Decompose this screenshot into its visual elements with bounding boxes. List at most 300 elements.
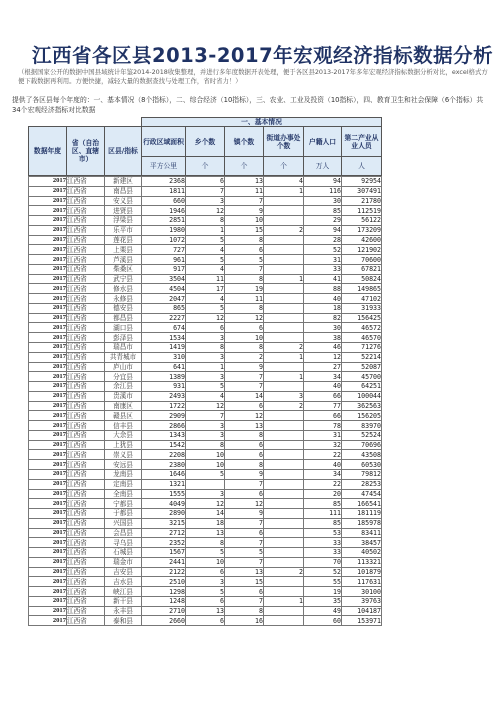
province-cell: 江西省 (67, 294, 105, 304)
population-cell: 33 (304, 264, 342, 274)
secondary-industry-cell: 121902 (342, 245, 382, 255)
table-row (29, 255, 382, 265)
population-cell: 55 (304, 577, 342, 587)
province-cell: 江西省 (67, 284, 105, 294)
townships-cell: 3 (186, 372, 225, 382)
towns-cell: 13 (225, 421, 264, 431)
towns-cell: 7 (225, 382, 264, 392)
year-cell: 2017 (29, 440, 67, 450)
province-cell: 江西省 (67, 469, 105, 479)
subdistricts-cell: 1 (264, 186, 304, 196)
subdistricts-cell: 2 (264, 567, 304, 577)
towns-cell: 7 (225, 557, 264, 567)
secondary-industry-cell: 113321 (342, 557, 382, 567)
column-header-townships: 乡个数 (186, 127, 225, 157)
townships-cell: 4 (186, 391, 225, 401)
population-cell: 46 (304, 343, 342, 353)
townships-cell (186, 479, 225, 489)
province-cell: 江西省 (67, 206, 105, 216)
population-cell: 28 (304, 235, 342, 245)
province-cell: 江西省 (67, 196, 105, 206)
area-cell: 2909 (142, 411, 186, 421)
province-cell: 江西省 (67, 235, 105, 245)
unit-townships: 个 (186, 157, 225, 176)
secondary-industry-cell: 153971 (342, 616, 382, 626)
county-cell: 定南县 (105, 479, 142, 489)
table-row (29, 362, 382, 372)
area-cell: 641 (142, 362, 186, 372)
province-cell: 江西省 (67, 577, 105, 587)
county-cell: 都昌县 (105, 313, 142, 323)
area-cell: 1419 (142, 343, 186, 353)
province-cell: 江西省 (67, 323, 105, 333)
area-cell: 1811 (142, 186, 186, 196)
population-cell: 12 (304, 352, 342, 362)
towns-cell: 7 (225, 518, 264, 528)
subdistricts-cell (264, 548, 304, 558)
townships-cell: 3 (186, 352, 225, 362)
townships-cell: 5 (186, 469, 225, 479)
population-cell: 20 (304, 489, 342, 499)
subdistricts-cell (264, 216, 304, 226)
year-cell: 2017 (29, 460, 67, 470)
secondary-industry-cell: 43508 (342, 450, 382, 460)
secondary-industry-cell: 30100 (342, 587, 382, 597)
table-row (29, 528, 382, 538)
unit-population: 万人 (304, 157, 342, 176)
subdistricts-cell (264, 235, 304, 245)
year-cell: 2017 (29, 489, 67, 499)
townships-cell: 5 (186, 235, 225, 245)
year-cell: 2017 (29, 538, 67, 548)
year-cell: 2017 (29, 421, 67, 431)
towns-cell: 13 (225, 567, 264, 577)
secondary-industry-cell: 156425 (342, 313, 382, 323)
subdistricts-cell: 2 (264, 225, 304, 235)
secondary-industry-cell: 50824 (342, 274, 382, 284)
year-cell: 2017 (29, 499, 67, 509)
column-header-population: 户籍人口 (304, 127, 342, 157)
towns-cell: 19 (225, 284, 264, 294)
townships-cell: 7 (186, 411, 225, 421)
towns-cell: 8 (225, 343, 264, 353)
townships-cell: 8 (186, 538, 225, 548)
secondary-industry-cell: 100044 (342, 391, 382, 401)
county-cell: 修水县 (105, 284, 142, 294)
area-cell: 2890 (142, 509, 186, 519)
unit-subdistricts: 个 (264, 157, 304, 176)
towns-cell: 8 (225, 274, 264, 284)
unit-area: 平方公里 (142, 157, 186, 176)
year-cell: 2017 (29, 528, 67, 538)
townships-cell: 10 (186, 460, 225, 470)
secondary-industry-cell: 31933 (342, 303, 382, 313)
area-cell: 3215 (142, 518, 186, 528)
secondary-industry-cell: 71276 (342, 343, 382, 353)
table-row (29, 284, 382, 294)
population-cell: 85 (304, 499, 342, 509)
population-cell: 53 (304, 528, 342, 538)
province-cell: 江西省 (67, 489, 105, 499)
area-cell: 2851 (142, 216, 186, 226)
townships-cell: 4 (186, 294, 225, 304)
province-cell: 江西省 (67, 557, 105, 567)
towns-cell: 7 (225, 479, 264, 489)
table-row (29, 479, 382, 489)
population-cell: 27 (304, 362, 342, 372)
year-cell: 2017 (29, 557, 67, 567)
population-cell: 60 (304, 616, 342, 626)
townships-cell: 10 (186, 450, 225, 460)
county-cell: 庐山市 (105, 362, 142, 372)
secondary-industry-cell: 117631 (342, 577, 382, 587)
subdistricts-cell (264, 264, 304, 274)
year-cell: 2017 (29, 469, 67, 479)
county-cell: 武宁县 (105, 274, 142, 284)
population-cell: 38 (304, 333, 342, 343)
province-cell: 江西省 (67, 362, 105, 372)
county-cell: 瑞金市 (105, 557, 142, 567)
secondary-industry-cell: 112519 (342, 206, 382, 216)
province-cell: 江西省 (67, 587, 105, 597)
subdistricts-cell (264, 538, 304, 548)
table-row (29, 606, 382, 616)
province-cell: 江西省 (67, 245, 105, 255)
towns-cell: 6 (225, 587, 264, 597)
county-cell: 瑞昌市 (105, 343, 142, 353)
table-row (29, 323, 382, 333)
area-cell: 1389 (142, 372, 186, 382)
secondary-industry-cell: 40502 (342, 548, 382, 558)
county-cell: 于都县 (105, 509, 142, 519)
population-cell: 82 (304, 313, 342, 323)
county-cell: 峡江县 (105, 587, 142, 597)
year-cell: 2017 (29, 382, 67, 392)
subdistricts-cell (264, 430, 304, 440)
towns-cell: 12 (225, 313, 264, 323)
townships-cell: 3 (186, 430, 225, 440)
area-cell: 917 (142, 264, 186, 274)
county-cell: 柴桑区 (105, 264, 142, 274)
towns-cell: 9 (225, 362, 264, 372)
secondary-industry-cell: 92954 (342, 177, 382, 187)
secondary-industry-cell: 104187 (342, 606, 382, 616)
population-cell: 34 (304, 372, 342, 382)
population-cell: 78 (304, 421, 342, 431)
county-cell: 龙南县 (105, 469, 142, 479)
data-table (28, 176, 382, 626)
population-cell: 30 (304, 323, 342, 333)
area-cell: 961 (142, 255, 186, 265)
county-cell: 吉安县 (105, 567, 142, 577)
secondary-industry-cell: 60530 (342, 460, 382, 470)
towns-cell: 9 (225, 509, 264, 519)
secondary-industry-cell: 181119 (342, 509, 382, 519)
province-cell: 江西省 (67, 255, 105, 265)
area-cell: 2493 (142, 391, 186, 401)
secondary-industry-cell: 70600 (342, 255, 382, 265)
subdistricts-cell: 2 (264, 401, 304, 411)
year-cell: 2017 (29, 450, 67, 460)
province-cell: 江西省 (67, 352, 105, 362)
province-cell: 江西省 (67, 216, 105, 226)
county-cell: 浮梁县 (105, 216, 142, 226)
province-cell: 江西省 (67, 313, 105, 323)
towns-cell: 7 (225, 538, 264, 548)
population-cell: 66 (304, 391, 342, 401)
towns-cell: 5 (225, 548, 264, 558)
secondary-industry-cell: 307491 (342, 186, 382, 196)
subdistricts-cell (264, 587, 304, 597)
province-cell: 江西省 (67, 372, 105, 382)
subdistricts-cell (264, 616, 304, 626)
year-cell: 2017 (29, 313, 67, 323)
table-row (29, 177, 382, 187)
year-cell: 2017 (29, 391, 67, 401)
population-cell: 40 (304, 294, 342, 304)
area-cell: 3504 (142, 274, 186, 284)
subdistricts-cell (264, 557, 304, 567)
townships-cell: 12 (186, 499, 225, 509)
secondary-industry-cell: 185978 (342, 518, 382, 528)
year-cell: 2017 (29, 206, 67, 216)
subdistricts-cell (264, 499, 304, 509)
population-cell: 41 (304, 274, 342, 284)
towns-cell: 12 (225, 411, 264, 421)
table-row (29, 401, 382, 411)
year-cell: 2017 (29, 196, 67, 206)
townships-cell: 5 (186, 303, 225, 313)
townships-cell: 6 (186, 616, 225, 626)
subdistricts-cell (264, 479, 304, 489)
year-cell: 2017 (29, 343, 67, 353)
towns-cell: 7 (225, 196, 264, 206)
towns-cell: 6 (225, 323, 264, 333)
population-cell: 49 (304, 606, 342, 616)
population-cell: 40 (304, 382, 342, 392)
population-cell: 88 (304, 284, 342, 294)
townships-cell: 17 (186, 284, 225, 294)
townships-cell: 13 (186, 606, 225, 616)
province-cell: 江西省 (67, 411, 105, 421)
subdistricts-cell: 3 (264, 391, 304, 401)
county-cell: 南昌县 (105, 186, 142, 196)
population-cell: 94 (304, 177, 342, 187)
province-cell: 江西省 (67, 596, 105, 606)
description-text: 提供了各区县每个年度的：一、基本情况（8个指标），二、综合经济（10指标），三、农业、工业及投资（10指标），四、教育卫生和社会保障（6个指标）共34个宏观经济指标对比数据 (12, 96, 484, 114)
table-row (29, 216, 382, 226)
subdistricts-cell (264, 606, 304, 616)
province-cell: 江西省 (67, 391, 105, 401)
year-cell: 2017 (29, 567, 67, 577)
table-row (29, 196, 382, 206)
unit-secondary-industry: 人 (342, 157, 382, 176)
towns-cell: 13 (225, 177, 264, 187)
table-row (29, 274, 382, 284)
province-cell: 江西省 (67, 548, 105, 558)
population-cell: 19 (304, 587, 342, 597)
area-cell: 1248 (142, 596, 186, 606)
townships-cell: 8 (186, 216, 225, 226)
population-cell: 85 (304, 206, 342, 216)
townships-cell: 4 (186, 264, 225, 274)
province-cell: 江西省 (67, 186, 105, 196)
county-cell: 彭泽县 (105, 333, 142, 343)
county-cell: 安义县 (105, 196, 142, 206)
subdistricts-cell (264, 577, 304, 587)
secondary-industry-cell: 47454 (342, 489, 382, 499)
county-cell: 永修县 (105, 294, 142, 304)
year-cell: 2017 (29, 294, 67, 304)
unit-towns: 个 (225, 157, 264, 176)
population-cell: 111 (304, 509, 342, 519)
secondary-industry-cell: 166541 (342, 499, 382, 509)
secondary-industry-cell: 52524 (342, 430, 382, 440)
towns-cell: 6 (225, 489, 264, 499)
population-cell: 66 (304, 411, 342, 421)
table-row (29, 372, 382, 382)
county-column-header: 区县/指标 (105, 127, 142, 176)
towns-cell: 16 (225, 616, 264, 626)
county-cell: 莲花县 (105, 235, 142, 245)
subdistricts-cell (264, 362, 304, 372)
county-cell: 安远县 (105, 460, 142, 470)
table-row (29, 313, 382, 323)
subdistricts-cell (264, 206, 304, 216)
townships-cell: 10 (186, 557, 225, 567)
province-cell: 江西省 (67, 401, 105, 411)
subdistricts-cell (264, 323, 304, 333)
subdistricts-cell (264, 518, 304, 528)
towns-cell: 8 (225, 235, 264, 245)
area-cell: 2510 (142, 577, 186, 587)
secondary-industry-cell: 46570 (342, 333, 382, 343)
county-cell: 南康区 (105, 401, 142, 411)
townships-cell: 6 (186, 596, 225, 606)
year-cell: 2017 (29, 606, 67, 616)
subdistricts-cell (264, 469, 304, 479)
secondary-industry-cell: 21780 (342, 196, 382, 206)
towns-cell: 11 (225, 186, 264, 196)
towns-cell: 8 (225, 460, 264, 470)
table-row (29, 430, 382, 440)
subdistricts-cell (264, 411, 304, 421)
table-row (29, 577, 382, 587)
year-cell: 2017 (29, 216, 67, 226)
towns-cell: 15 (225, 225, 264, 235)
subdistricts-cell: 1 (264, 274, 304, 284)
area-cell: 1646 (142, 469, 186, 479)
county-cell: 湖口县 (105, 323, 142, 333)
townships-cell: 5 (186, 382, 225, 392)
year-cell: 2017 (29, 333, 67, 343)
year-cell: 2017 (29, 255, 67, 265)
towns-cell: 15 (225, 577, 264, 587)
source-note: （根据国家公开的数据中国县域统计年鉴2014-2018收集整理，并进行多年度数据开表处理，便于各区县2013-2017年多年宏观经济指标数据分析对比，excel格式方便下载数据再利用。方便快捷，减轻大量的数据查找与处理工作，省时省力！） (18, 68, 488, 85)
townships-cell: 4 (186, 245, 225, 255)
townships-cell: 18 (186, 518, 225, 528)
townships-cell: 6 (186, 323, 225, 333)
towns-cell: 6 (225, 450, 264, 460)
year-cell: 2017 (29, 225, 67, 235)
population-cell: 32 (304, 440, 342, 450)
secondary-industry-cell: 83970 (342, 421, 382, 431)
year-cell: 2017 (29, 372, 67, 382)
towns-cell: 5 (225, 255, 264, 265)
area-cell: 1343 (142, 430, 186, 440)
area-cell: 1567 (142, 548, 186, 558)
townships-cell: 3 (186, 196, 225, 206)
table-row (29, 235, 382, 245)
area-cell: 310 (142, 352, 186, 362)
townships-cell: 3 (186, 577, 225, 587)
county-cell: 兴国县 (105, 518, 142, 528)
province-cell: 江西省 (67, 225, 105, 235)
area-cell: 1072 (142, 235, 186, 245)
townships-cell: 5 (186, 255, 225, 265)
table-row (29, 411, 382, 421)
area-cell: 674 (142, 323, 186, 333)
province-cell: 江西省 (67, 450, 105, 460)
townships-cell: 5 (186, 587, 225, 597)
county-cell: 进贤县 (105, 206, 142, 216)
area-cell: 1534 (142, 333, 186, 343)
towns-cell: 6 (225, 401, 264, 411)
subdistricts-cell (264, 450, 304, 460)
province-cell: 江西省 (67, 177, 105, 187)
towns-cell: 6 (225, 528, 264, 538)
area-cell: 931 (142, 382, 186, 392)
year-column-header: 数据年度 (29, 127, 67, 176)
area-cell: 2866 (142, 421, 186, 431)
subdistricts-cell (264, 382, 304, 392)
towns-cell: 7 (225, 372, 264, 382)
towns-cell: 10 (225, 333, 264, 343)
table-row (29, 489, 382, 499)
towns-cell: 6 (225, 245, 264, 255)
year-cell: 2017 (29, 518, 67, 528)
county-cell: 上栗县 (105, 245, 142, 255)
table-row (29, 616, 382, 626)
secondary-industry-cell: 39763 (342, 596, 382, 606)
subdistricts-cell (264, 421, 304, 431)
townships-cell: 1 (186, 225, 225, 235)
subdistricts-cell (264, 284, 304, 294)
secondary-industry-cell: 362563 (342, 401, 382, 411)
townships-cell: 11 (186, 274, 225, 284)
county-cell: 芦溪县 (105, 255, 142, 265)
area-cell: 2047 (142, 294, 186, 304)
secondary-industry-cell: 173209 (342, 225, 382, 235)
subdistricts-cell (264, 440, 304, 450)
towns-cell: 6 (225, 440, 264, 450)
table-row (29, 469, 382, 479)
province-cell: 江西省 (67, 274, 105, 284)
secondary-industry-cell: 64251 (342, 382, 382, 392)
subdistricts-cell (264, 460, 304, 470)
subdistricts-cell: 1 (264, 596, 304, 606)
subdistricts-cell (264, 489, 304, 499)
townships-cell: 12 (186, 206, 225, 216)
table-row (29, 509, 382, 519)
province-cell: 江西省 (67, 538, 105, 548)
population-cell: 35 (304, 596, 342, 606)
townships-cell: 7 (186, 186, 225, 196)
province-cell: 江西省 (67, 430, 105, 440)
area-cell: 2380 (142, 460, 186, 470)
secondary-industry-cell: 70696 (342, 440, 382, 450)
subdistricts-cell: 1 (264, 352, 304, 362)
